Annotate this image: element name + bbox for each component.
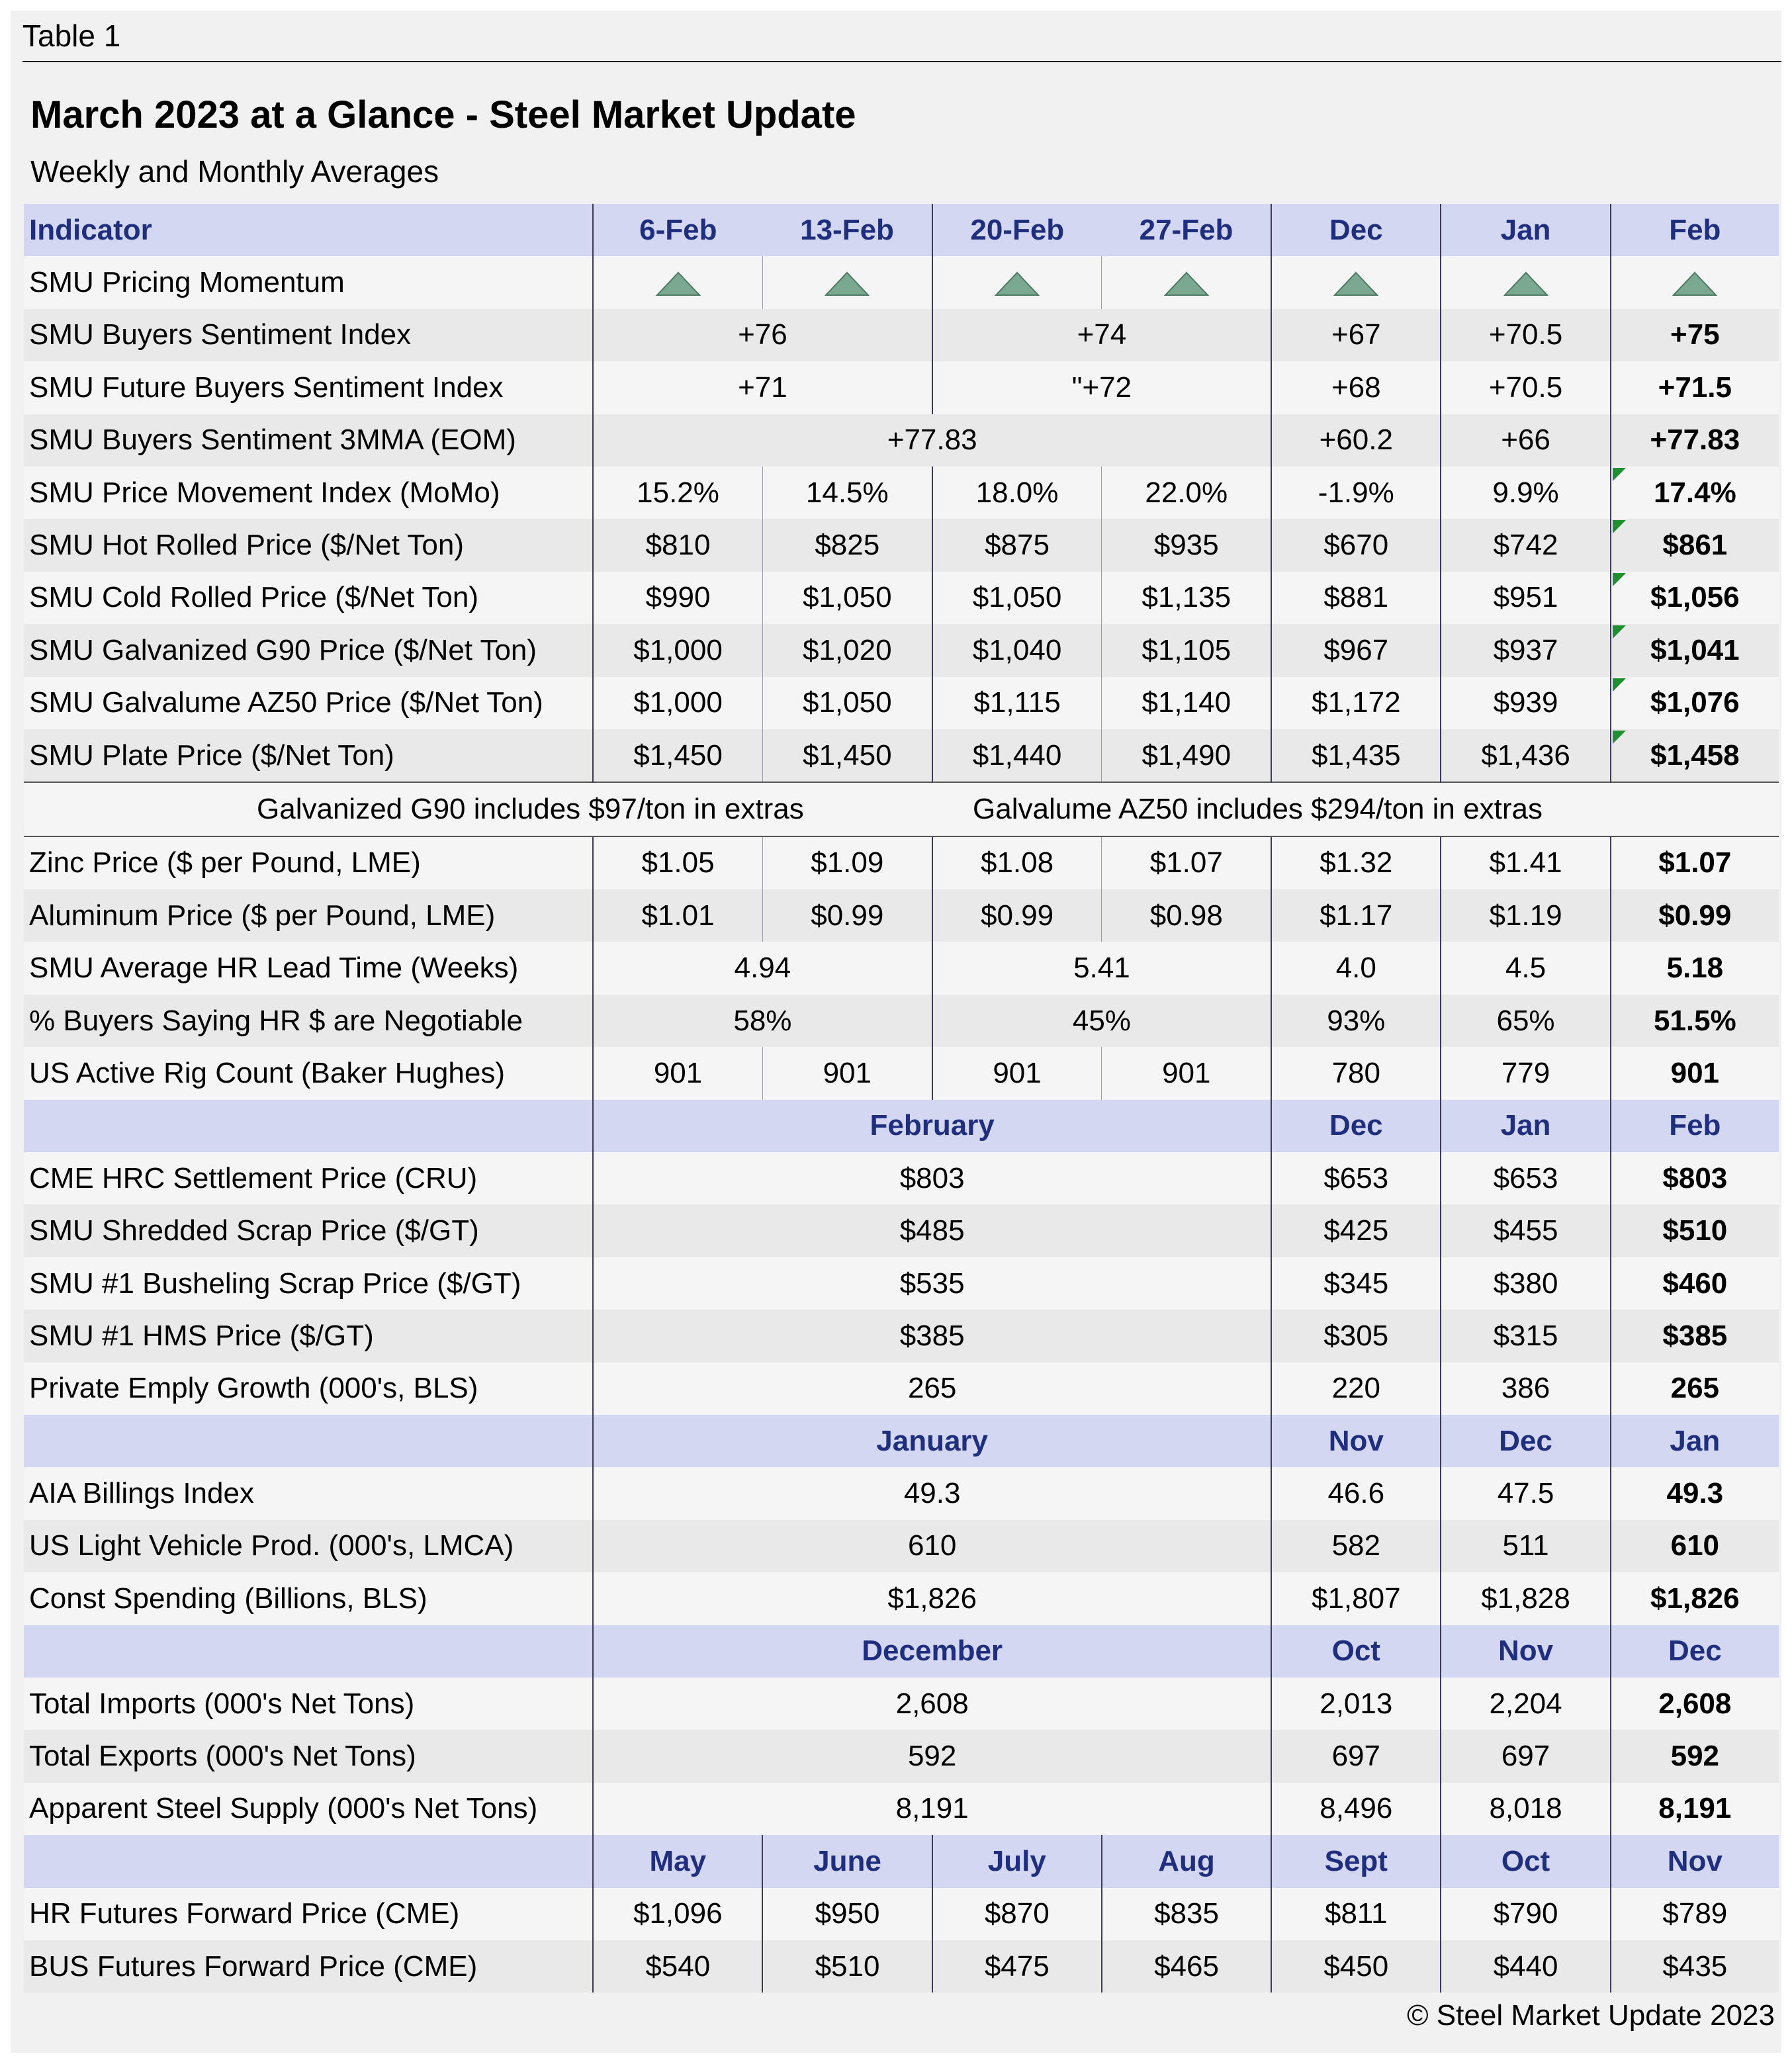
header-indicator: Indicator: [24, 204, 593, 256]
cell: $455: [1441, 1204, 1610, 1257]
cell: 46.6: [1271, 1467, 1441, 1519]
cell: 22.0%: [1102, 467, 1271, 519]
row-label: US Active Rig Count (Baker Hughes): [24, 1047, 593, 1099]
row-label: Zinc Price ($ per Pound, LME): [24, 836, 593, 889]
cell: $937: [1441, 624, 1610, 676]
section-period: December: [593, 1625, 1271, 1678]
section-col: Oct: [1271, 1625, 1441, 1678]
table-row: [24, 1310, 1779, 1362]
cell: 8,191: [593, 1783, 1271, 1835]
comment-flag-icon: [1613, 573, 1626, 586]
header-col: 27-Feb: [1102, 204, 1271, 256]
cell: 58%: [593, 995, 932, 1047]
row-label: SMU #1 HMS Price ($/GT): [24, 1310, 593, 1362]
table-row: [24, 1888, 1779, 1940]
cell: 4.94: [593, 942, 932, 994]
cell: $1,140: [1102, 677, 1271, 729]
cell: +67: [1271, 309, 1441, 361]
cell: $967: [1271, 624, 1441, 676]
cell: $0.99: [762, 889, 932, 942]
row-label: CME HRC Settlement Price (CRU): [24, 1152, 593, 1204]
cell: $870: [932, 1888, 1102, 1940]
futures-month: June: [762, 1835, 932, 1887]
table-row: [24, 467, 1779, 519]
cell: $380: [1441, 1257, 1610, 1310]
caption-rule: [22, 61, 1781, 62]
cell: 780: [1271, 1047, 1441, 1099]
cell: 697: [1441, 1730, 1610, 1782]
row-label: SMU Buyers Sentiment 3MMA (EOM): [24, 414, 593, 467]
cell: +76: [593, 309, 932, 361]
up-arrow-icon: [825, 271, 870, 296]
cell: $1,440: [932, 729, 1102, 782]
cell: $465: [1102, 1940, 1271, 1993]
row-label: SMU Hot Rolled Price ($/Net Ton): [24, 519, 593, 571]
row-label: SMU Shredded Scrap Price ($/GT): [24, 1204, 593, 1257]
row-label: SMU Buyers Sentiment Index: [24, 309, 593, 361]
cell: $1.32: [1271, 836, 1441, 889]
cell: $1,040: [932, 624, 1102, 676]
cell: $535: [593, 1257, 1271, 1310]
cell: 592: [1611, 1730, 1779, 1782]
cell: 220: [1271, 1363, 1441, 1415]
up-arrow-icon: [1672, 271, 1717, 296]
cell: 2,013: [1271, 1678, 1441, 1730]
table-row: [24, 1678, 1779, 1730]
cell: $670: [1271, 519, 1441, 571]
cell: 386: [1441, 1363, 1610, 1415]
cell: $835: [1102, 1888, 1271, 1940]
table-row: [24, 1730, 1779, 1782]
comment-flag-icon: [1613, 731, 1626, 744]
cell: $1,096: [593, 1888, 762, 1940]
cell: 697: [1271, 1730, 1441, 1782]
cell: $1,050: [762, 572, 932, 624]
cell: +71.5: [1611, 361, 1779, 414]
cell: 901: [1102, 1047, 1271, 1099]
row-label: Total Imports (000's Net Tons): [24, 1678, 593, 1730]
cell: $1.09: [762, 836, 932, 889]
page: [11, 11, 1781, 2053]
cell: $345: [1271, 1257, 1441, 1310]
cell: $510: [1611, 1204, 1779, 1257]
table-row: [24, 729, 1779, 782]
header-col: Jan: [1441, 204, 1610, 256]
cell: $939: [1441, 677, 1610, 729]
table-row: [24, 624, 1779, 676]
section-header-february: [24, 1100, 1779, 1152]
row-label: SMU Average HR Lead Time (Weeks): [24, 942, 593, 994]
cell: $1,135: [1102, 572, 1271, 624]
futures-month: Sept: [1271, 1835, 1441, 1887]
cell: $803: [593, 1152, 1271, 1204]
cell: 93%: [1271, 995, 1441, 1047]
cell: $1,490: [1102, 729, 1271, 782]
table-row: [24, 309, 1779, 361]
cell: $1,041: [1611, 624, 1779, 676]
row-label: SMU Plate Price ($/Net Ton): [24, 729, 593, 782]
cell: 2,608: [1611, 1678, 1779, 1730]
cell: $0.99: [1611, 889, 1779, 942]
row-label: HR Futures Forward Price (CME): [24, 1888, 593, 1940]
row-label: Total Exports (000's Net Tons): [24, 1730, 593, 1782]
header-col: 20-Feb: [932, 204, 1102, 256]
cell: 5.18: [1611, 942, 1779, 994]
cell: 2,204: [1441, 1678, 1610, 1730]
cell: 18.0%: [932, 467, 1102, 519]
cell: $950: [762, 1888, 932, 1940]
comment-flag-icon: [1613, 625, 1626, 639]
cell: "+72: [932, 361, 1272, 414]
cell: 45%: [932, 995, 1272, 1047]
cell: 901: [762, 1047, 932, 1099]
cell: $1,020: [762, 624, 932, 676]
table-row: [24, 995, 1779, 1047]
page-subtitle: Weekly and Monthly Averages: [30, 154, 439, 189]
row-label: SMU Cold Rolled Price ($/Net Ton): [24, 572, 593, 624]
cell: 2,608: [593, 1678, 1271, 1730]
cell: $425: [1271, 1204, 1441, 1257]
futures-month: July: [932, 1835, 1102, 1887]
cell: +77.83: [1611, 414, 1779, 467]
section-header-december: [24, 1625, 1779, 1678]
cell: $510: [762, 1940, 932, 1993]
cell: $790: [1441, 1888, 1610, 1940]
cell: 4.5: [1441, 942, 1610, 994]
cell: 8,191: [1611, 1783, 1779, 1835]
note-galvalume: Galvalume AZ50 includes $294/ton in extras: [973, 793, 1543, 826]
cell: $1.08: [932, 836, 1102, 889]
section-period: February: [593, 1100, 1271, 1152]
section-header-futures: [24, 1835, 1779, 1887]
cell: $653: [1441, 1152, 1610, 1204]
cell: $1.05: [593, 836, 762, 889]
row-label: Aluminum Price ($ per Pound, LME): [24, 889, 593, 942]
cell: 15.2%: [593, 467, 762, 519]
cell: 779: [1441, 1047, 1610, 1099]
table-row: [24, 1520, 1779, 1572]
table-caption: Table 1: [22, 19, 121, 53]
cell: $450: [1271, 1940, 1441, 1993]
cell: 901: [932, 1047, 1102, 1099]
section-col: Jan: [1611, 1415, 1779, 1467]
table-row: [24, 836, 1779, 889]
cell: $825: [762, 519, 932, 571]
row-label: SMU Galvalume AZ50 Price ($/Net Ton): [24, 677, 593, 729]
cell: 592: [593, 1730, 1271, 1782]
cell: $1,050: [762, 677, 932, 729]
cell: +70.5: [1441, 309, 1610, 361]
cell: 5.41: [932, 942, 1272, 994]
up-arrow-icon: [1503, 271, 1548, 296]
cell: $540: [593, 1940, 762, 1993]
cell: 8,496: [1271, 1783, 1441, 1835]
row-label: SMU Future Buyers Sentiment Index: [24, 361, 593, 414]
cell: $1,105: [1102, 624, 1271, 676]
table-row: [24, 1152, 1779, 1204]
table-header: [24, 204, 1779, 256]
comment-flag-icon: [1613, 678, 1626, 692]
section-col: Feb: [1611, 1100, 1779, 1152]
table-row: [24, 1257, 1779, 1310]
copyright-footer: © Steel Market Update 2023: [1407, 1999, 1775, 2032]
cell: 49.3: [1611, 1467, 1779, 1519]
table-row: [24, 519, 1779, 571]
cell: $935: [1102, 519, 1271, 571]
row-label: SMU Galvanized G90 Price ($/Net Ton): [24, 624, 593, 676]
cell: $1.17: [1271, 889, 1441, 942]
comment-flag-icon: [1613, 520, 1626, 533]
table-row: [24, 572, 1779, 624]
row-label: SMU Price Movement Index (MoMo): [24, 467, 593, 519]
row-label: % Buyers Saying HR $ are Negotiable: [24, 995, 593, 1047]
cell: $951: [1441, 572, 1610, 624]
cell: 511: [1441, 1520, 1610, 1572]
table-row: [24, 1572, 1779, 1625]
cell: $385: [593, 1310, 1271, 1362]
cell: $305: [1271, 1310, 1441, 1362]
cell: 9.9%: [1441, 467, 1610, 519]
row-label: Private Emply Growth (000's, BLS): [24, 1363, 593, 1415]
header-col: 6-Feb: [593, 204, 762, 256]
cell: $810: [593, 519, 762, 571]
row-label: US Light Vehicle Prod. (000's, LMCA): [24, 1520, 593, 1572]
table-row: [24, 889, 1779, 942]
cell: $440: [1441, 1940, 1610, 1993]
cell: $653: [1271, 1152, 1441, 1204]
cell: $803: [1611, 1152, 1779, 1204]
cell: $1,050: [932, 572, 1102, 624]
note-galvanized: Galvanized G90 includes $97/ton in extras: [257, 793, 804, 826]
cell: 47.5: [1441, 1467, 1610, 1519]
row-label: BUS Futures Forward Price (CME): [24, 1940, 593, 1993]
cell: $1,826: [1611, 1572, 1779, 1625]
row-label: AIA Billings Index: [24, 1467, 593, 1519]
cell: $475: [932, 1940, 1102, 1993]
row-label: Const Spending (Billions, BLS): [24, 1572, 593, 1625]
cell: $1,056: [1611, 572, 1779, 624]
cell: +75: [1611, 309, 1779, 361]
cell: +71: [593, 361, 932, 414]
row-label: Apparent Steel Supply (000's Net Tons): [24, 1783, 593, 1835]
cell: $1,828: [1441, 1572, 1610, 1625]
cell: $1.41: [1441, 836, 1610, 889]
table-row: [24, 1204, 1779, 1257]
cell: $0.98: [1102, 889, 1271, 942]
cell: 8,018: [1441, 1783, 1610, 1835]
cell: $1,115: [932, 677, 1102, 729]
up-arrow-icon: [1333, 271, 1378, 296]
cell: $1,807: [1271, 1572, 1441, 1625]
cell: $1,000: [593, 624, 762, 676]
cell: 265: [1611, 1363, 1779, 1415]
cell: $1.07: [1611, 836, 1779, 889]
cell: 51.5%: [1611, 995, 1779, 1047]
table-row: [24, 1783, 1779, 1835]
section-col: Dec: [1441, 1415, 1610, 1467]
cell: 582: [1271, 1520, 1441, 1572]
up-arrow-icon: [1164, 271, 1209, 296]
section-col: Nov: [1441, 1625, 1610, 1678]
cell: 901: [593, 1047, 762, 1099]
cell: $1,458: [1611, 729, 1779, 782]
cell: 265: [593, 1363, 1271, 1415]
row-label: SMU #1 Busheling Scrap Price ($/GT): [24, 1257, 593, 1310]
market-table: [24, 204, 1779, 1993]
cell: $1,826: [593, 1572, 1271, 1625]
page-title: March 2023 at a Glance - Steel Market Update: [30, 93, 856, 136]
cell: $990: [593, 572, 762, 624]
cell: $435: [1611, 1940, 1779, 1993]
cell: $789: [1611, 1888, 1779, 1940]
cell: $460: [1611, 1257, 1779, 1310]
cell: $485: [593, 1204, 1271, 1257]
table-row: [24, 1363, 1779, 1415]
header-col: Dec: [1271, 204, 1441, 256]
table-row: [24, 1467, 1779, 1519]
cell: $811: [1271, 1888, 1441, 1940]
cell: $315: [1441, 1310, 1610, 1362]
comment-flag-icon: [1613, 468, 1626, 481]
futures-month: Aug: [1102, 1835, 1271, 1887]
cell: 49.3: [593, 1467, 1271, 1519]
cell: $385: [1611, 1310, 1779, 1362]
table-row: [24, 1940, 1779, 1993]
cell: $1,172: [1271, 677, 1441, 729]
futures-month: Oct: [1441, 1835, 1610, 1887]
cell: $742: [1441, 519, 1610, 571]
cell: $1,450: [593, 729, 762, 782]
cell: 4.0: [1271, 942, 1441, 994]
header-col: Feb: [1611, 204, 1779, 256]
cell: 901: [1611, 1047, 1779, 1099]
cell: $1,076: [1611, 677, 1779, 729]
cell: $1,436: [1441, 729, 1610, 782]
table-row: [24, 256, 1779, 308]
cell: 17.4%: [1611, 467, 1779, 519]
cell: $1.01: [593, 889, 762, 942]
cell: $875: [932, 519, 1102, 571]
cell: +60.2: [1271, 414, 1441, 467]
cell: +77.83: [593, 414, 1271, 467]
section-header-january: [24, 1415, 1779, 1467]
cell: -1.9%: [1271, 467, 1441, 519]
header-col: 13-Feb: [762, 204, 932, 256]
cell: $1,435: [1271, 729, 1441, 782]
section-col: Nov: [1271, 1415, 1441, 1467]
table-row: [24, 1047, 1779, 1099]
cell: $1,000: [593, 677, 762, 729]
section-col: Dec: [1611, 1625, 1779, 1678]
table-row: [24, 677, 1779, 729]
table-row: [24, 414, 1779, 467]
cell: 610: [1611, 1520, 1779, 1572]
cell: $1,450: [762, 729, 932, 782]
cell: +66: [1441, 414, 1610, 467]
cell: $881: [1271, 572, 1441, 624]
cell: +74: [932, 309, 1272, 361]
cell: +70.5: [1441, 361, 1610, 414]
cell: 610: [593, 1520, 1271, 1572]
futures-month: Nov: [1611, 1835, 1779, 1887]
section-col: Dec: [1271, 1100, 1441, 1152]
up-arrow-icon: [995, 271, 1040, 296]
section-col: Jan: [1441, 1100, 1610, 1152]
table-row: [24, 942, 1779, 994]
cell: $861: [1611, 519, 1779, 571]
cell: 65%: [1441, 995, 1610, 1047]
cell: $1.19: [1441, 889, 1610, 942]
row-label: SMU Pricing Momentum: [24, 256, 593, 308]
table-row: [24, 361, 1779, 414]
extras-note-row: [24, 782, 1779, 836]
section-period: January: [593, 1415, 1271, 1467]
up-arrow-icon: [656, 271, 701, 296]
futures-month: May: [593, 1835, 762, 1887]
cell: +68: [1271, 361, 1441, 414]
cell: $1.07: [1102, 836, 1271, 889]
cell: $0.99: [932, 889, 1102, 942]
cell: 14.5%: [762, 467, 932, 519]
